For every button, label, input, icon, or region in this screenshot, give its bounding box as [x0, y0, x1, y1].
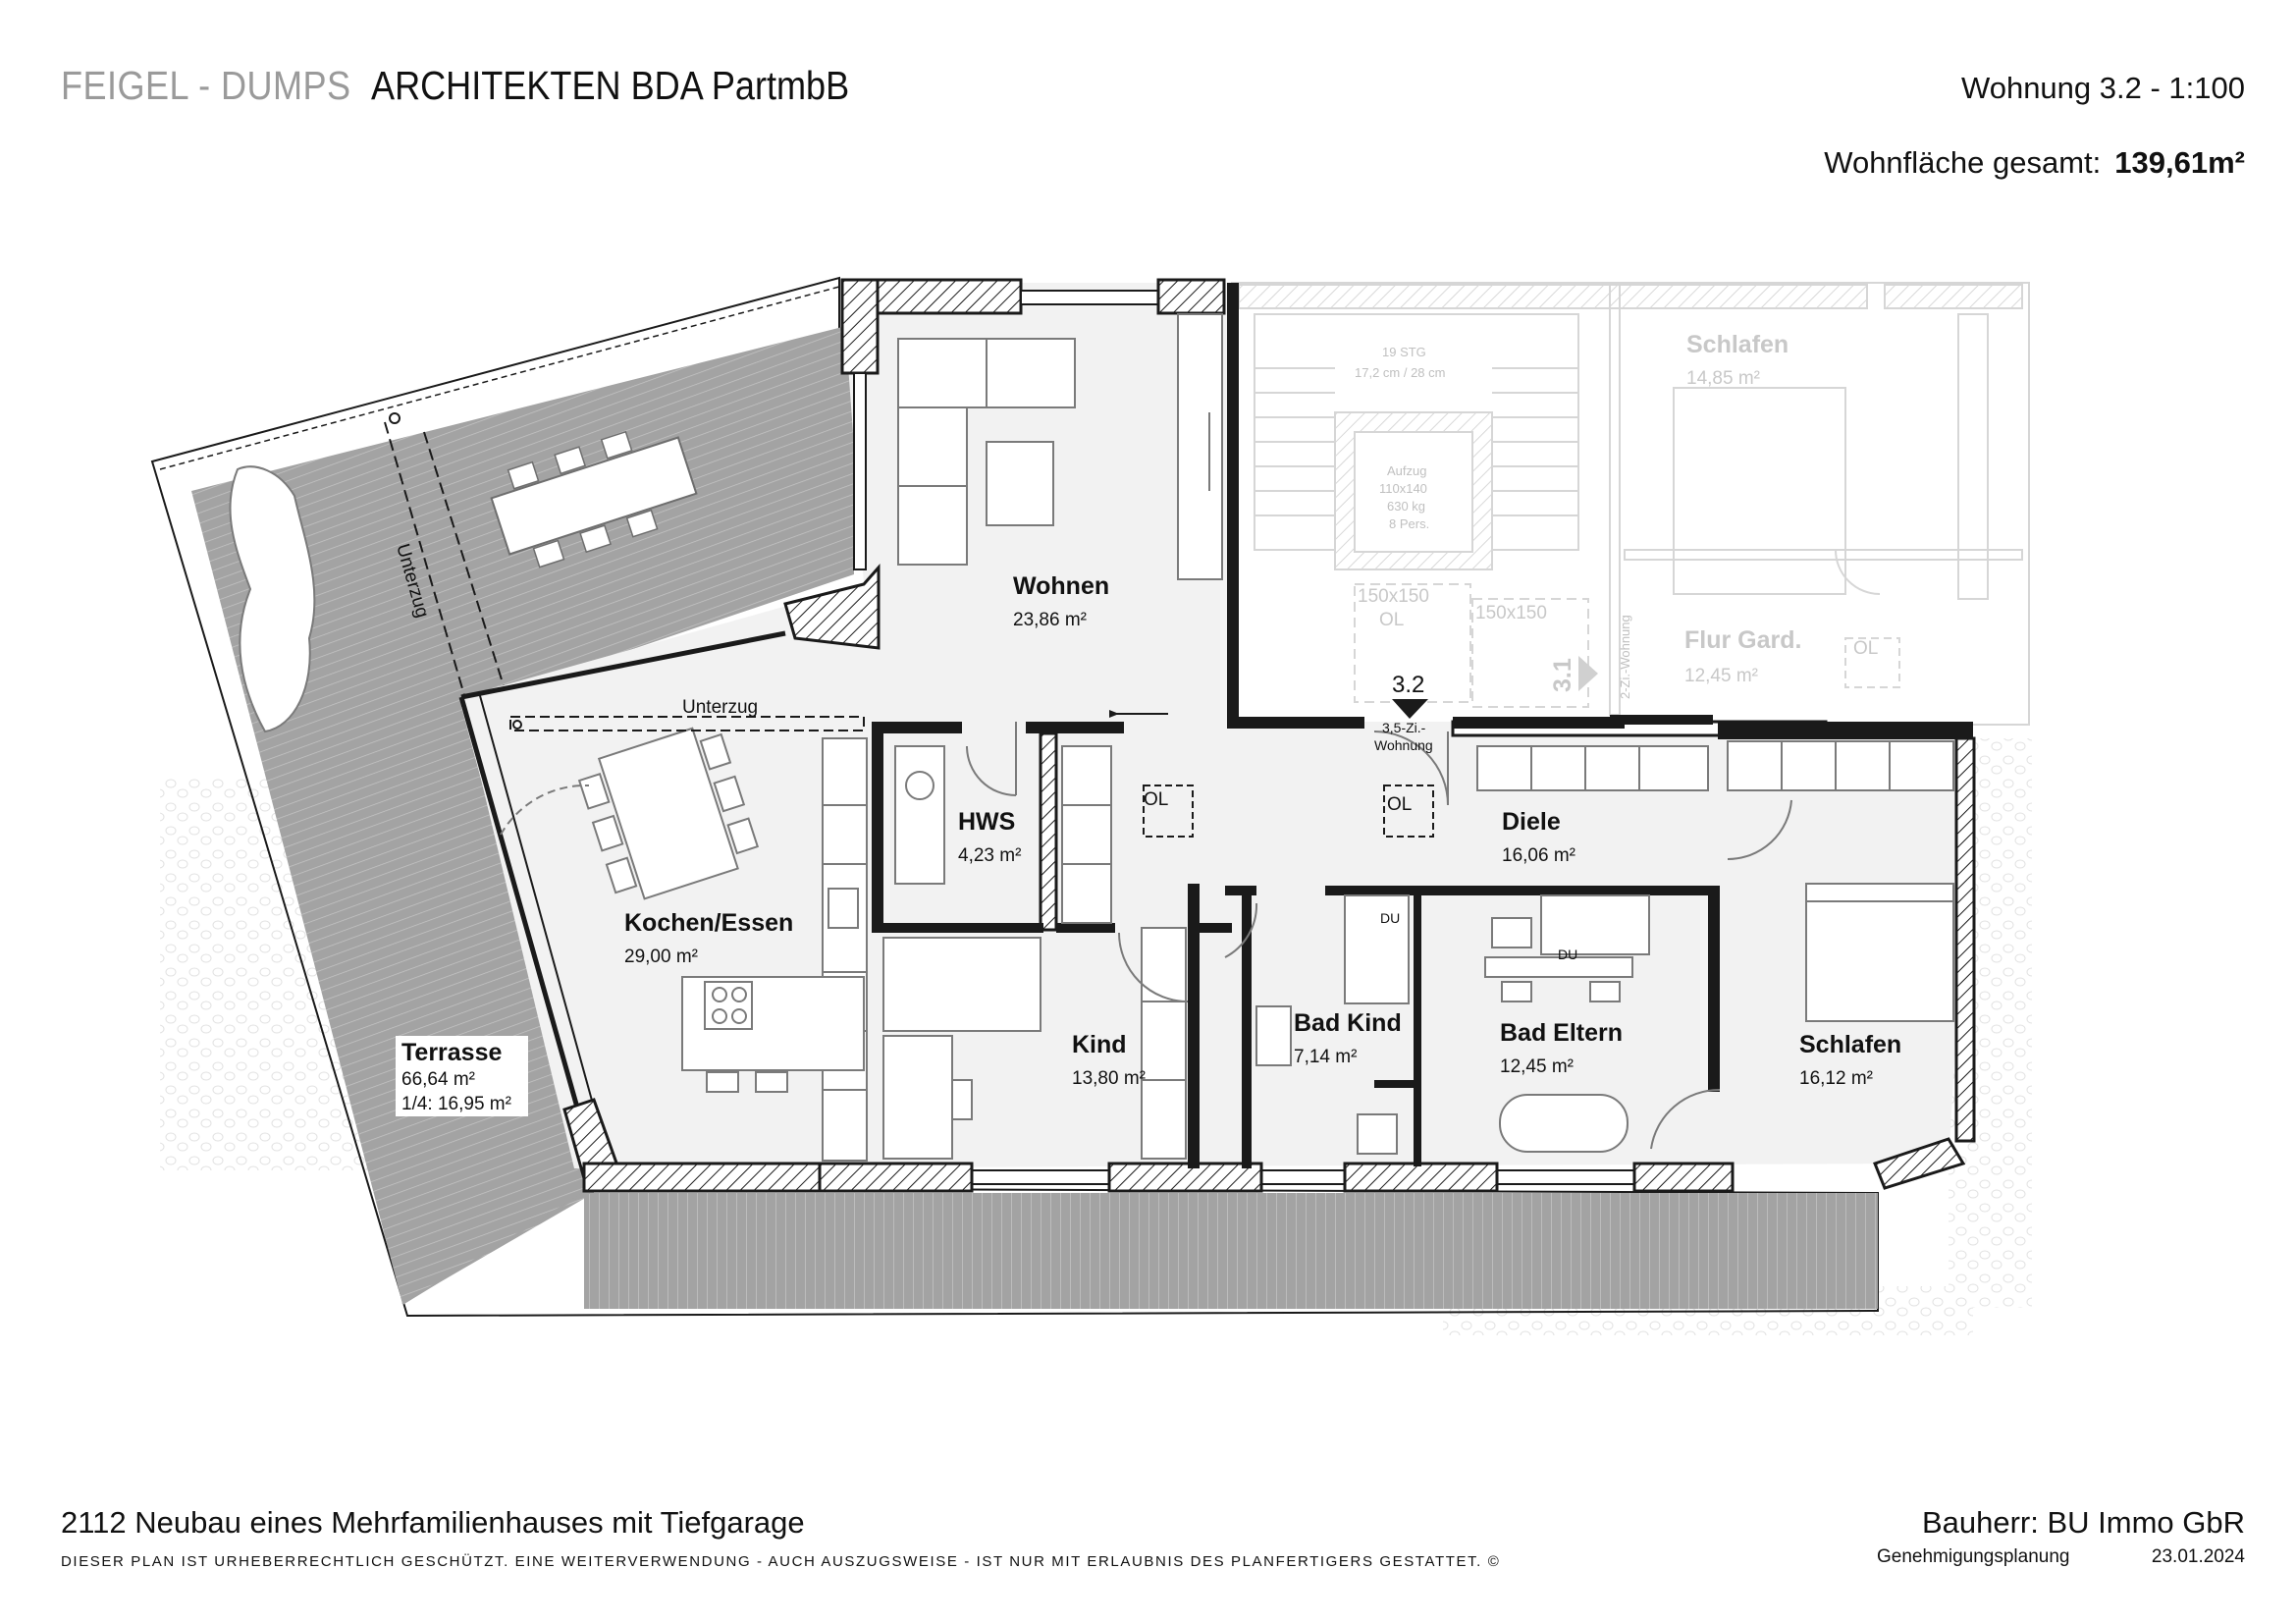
shower-label-1: DU [1380, 910, 1401, 926]
lift-persons: 8 Pers. [1389, 516, 1430, 531]
unit-3-1-label: 3.1 [1549, 658, 1576, 692]
room-hws-area: 4,23 m² [958, 845, 1022, 866]
room-wohnen-name: Wohnen [1013, 572, 1110, 600]
neighbor-room-schlafen-name: Schlafen [1686, 331, 1789, 358]
lift-size: 110x140 [1379, 481, 1427, 496]
room-terrasse-quarter: 1/4: 16,95 m² [401, 1094, 511, 1114]
copyright-notice: DIESER PLAN IST URHEBERRECHTLICH GESCHÜTZT. EINE WEITERVERWENDUNG - AUCH AUSZUGSWEISE - IST NUR MIT ERLAUBNIS DES PLANFERTIGERS GESTATTET. © [61, 1553, 1501, 1570]
room-diele-name: Diele [1502, 808, 1561, 836]
plan-date: 23.01.2024 [2151, 1546, 2245, 1567]
room-schlafen-area: 16,12 m² [1799, 1068, 1873, 1089]
room-badkind-name: Bad Kind [1294, 1009, 1402, 1037]
neighbor-room-flur-area: 12,45 m² [1684, 666, 1758, 686]
ol-ghost-2: OL [1853, 638, 1879, 659]
room-wohnen-area: 23,86 m² [1013, 610, 1087, 630]
room-schlafen-name: Schlafen [1799, 1031, 1902, 1058]
ol-label-1: OL [1144, 789, 1169, 810]
entry-note-1: 3,5-Zi.- [1382, 720, 1426, 735]
beam-marker [513, 721, 521, 729]
client-name: Bauherr: BU Immo GbR [1921, 1505, 2245, 1540]
shaft-label-1: 150x150 [1358, 586, 1429, 607]
room-terrasse-area: 66,64 m² [401, 1069, 475, 1090]
neighbor-room-flur-name: Flur Gard. [1684, 626, 1802, 654]
room-badeltern-name: Bad Eltern [1500, 1019, 1624, 1047]
planning-phase: Genehmigungsplanung [1877, 1546, 2070, 1567]
neighbor-room-schlafen-area: 14,85 m² [1686, 368, 1760, 389]
entry-unit-label: 3.2 [1392, 672, 1425, 698]
lift-label: Aufzug [1387, 463, 1427, 478]
room-hws-name: HWS [958, 808, 1016, 836]
ol-ghost-1: OL [1379, 610, 1405, 630]
room-badkind-area: 7,14 m² [1294, 1047, 1358, 1067]
project-title: 2112 Neubau eines Mehrfamilienhauses mit Tiefgarage [61, 1505, 805, 1540]
lift-load: 630 kg [1387, 499, 1426, 514]
unterzug-label-terrace: Unterzug [392, 541, 433, 621]
shaft-label-2: 150x150 [1475, 603, 1547, 623]
unterzug-label-interior: Unterzug [682, 697, 759, 718]
sheet-title: Wohnung 3.2 - 1:100 [1961, 71, 2245, 105]
unit-3-1-note: 2-Zi.-Wohnung [1618, 615, 1632, 699]
room-badeltern-area: 12,45 m² [1500, 1056, 1574, 1077]
room-kochen-area: 29,00 m² [624, 947, 698, 967]
room-kind-name: Kind [1072, 1031, 1127, 1058]
total-area-value: 139,61m² [2114, 145, 2245, 180]
shower-label-2: DU [1558, 947, 1578, 962]
room-diele-area: 16,06 m² [1502, 845, 1575, 866]
stairs-dimensions: 17,2 cm / 28 cm [1355, 365, 1446, 380]
entry-note-2: Wohnung [1374, 737, 1433, 753]
total-area-label: Wohnfläche gesamt: [1824, 145, 2102, 180]
ol-label-2: OL [1387, 794, 1413, 815]
room-terrasse-name: Terrasse [401, 1039, 503, 1066]
stairs-label: 19 STG [1382, 345, 1426, 359]
room-kochen-name: Kochen/Essen [624, 909, 794, 937]
room-kind-area: 13,80 m² [1072, 1068, 1146, 1089]
firm-name-grey: FEIGEL - DUMPS [61, 63, 351, 108]
firm-name: ARCHITEKTEN BDA PartmbB [371, 63, 850, 108]
